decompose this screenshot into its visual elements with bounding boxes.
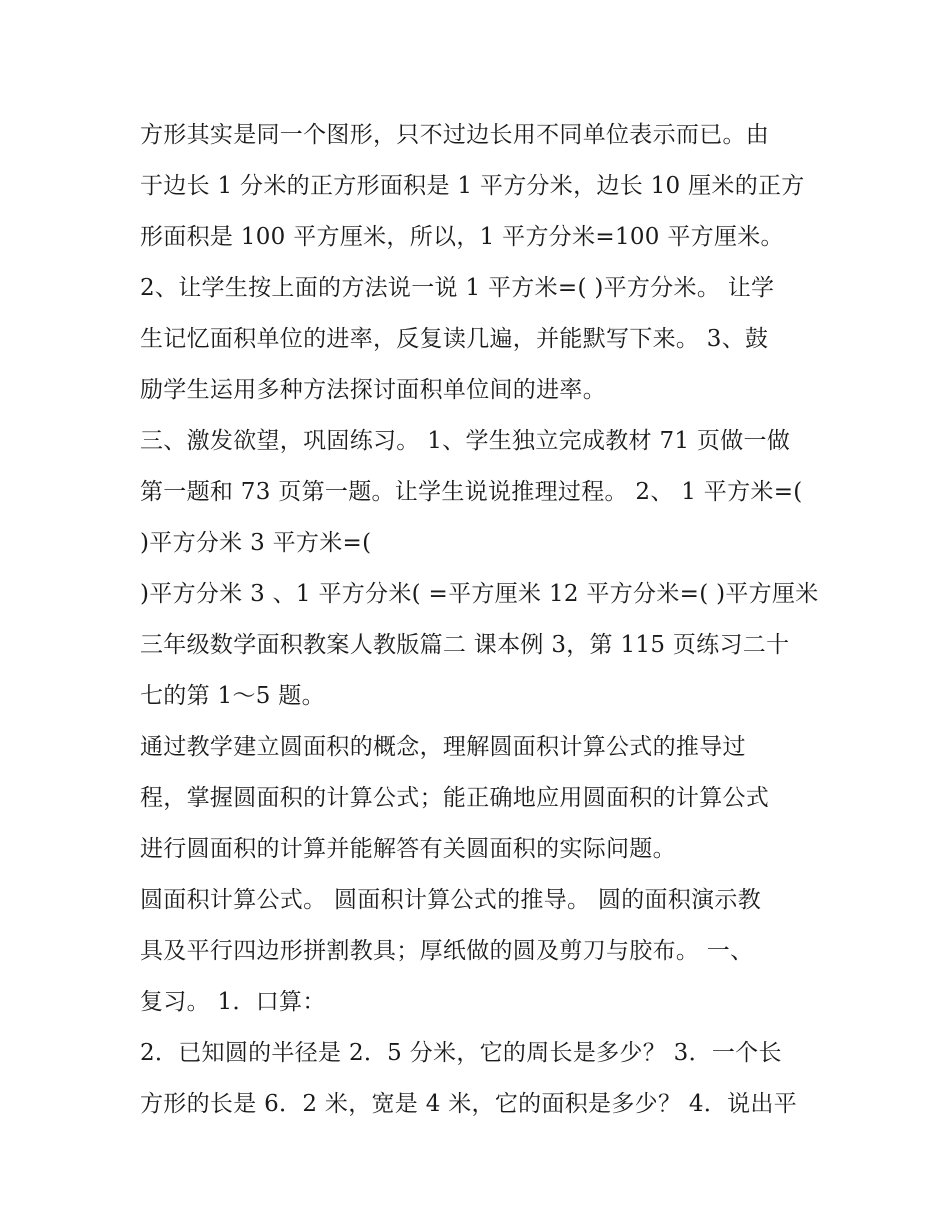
text-line: 进行圆面积的计算并能解答有关圆面积的实际问题。	[140, 836, 676, 862]
text-line: 具及平行四边形拼割教具；厚纸做的圆及剪刀与胶布。 一、	[140, 938, 754, 964]
text-line: 生记忆面积单位的进率，反复读几遍，并能默写下来。 3、鼓	[140, 326, 769, 352]
text-line: 励学生运用多种方法探讨面积单位间的进率。	[140, 377, 606, 403]
text-line: 方形的长是 6．2 米，宽是 4 米，它的面积是多少？ 4．说出平	[140, 1091, 797, 1117]
text-line: 复习。 1．口算：	[140, 989, 326, 1015]
text-line: )平方分米 3 、1 平方分米( =平方厘米 12 平方分米=( )平方厘米	[140, 581, 819, 607]
text-line: 三、激发欲望，巩固练习。 1、学生独立完成教材 71 页做一做	[140, 428, 791, 454]
text-line: 2．已知圆的半径是 2．5 分米，它的周长是多少？ 3．一个长	[140, 1040, 782, 1066]
text-line: 程，掌握圆面积的计算公式；能正确地应用圆面积的计算公式	[140, 785, 770, 811]
document-body	[140, 110, 840, 1130]
text-line: 于边长 1 分米的正方形面积是 1 平方分米，边长 10 厘米的正方	[140, 173, 805, 199]
text-line: 2、让学生按上面的方法说一说 1 平方米=( )平方分米。 让学	[140, 275, 775, 301]
text-line: 七的第 1～5 题。	[140, 683, 325, 709]
text-line: 第一题和 73 页第一题。让学生说说推理过程。 2、 1 平方米=(	[140, 479, 803, 505]
text-line: 形面积是 100 平方厘米，所以，1 平方分米=100 平方厘米。	[140, 224, 784, 250]
text-line: 通过教学建立圆面积的概念，理解圆面积计算公式的推导过	[140, 734, 746, 760]
text-line: 方形其实是同一个图形，只不过边长用不同单位表示而已。由	[140, 122, 770, 148]
text-line: 三年级数学面积教案人教版篇二 课本例 3，第 115 页练习二十	[140, 632, 790, 658]
text-line: 圆面积计算公式。 圆面积计算公式的推导。 圆的面积演示教	[140, 887, 762, 913]
text-line: )平方分米 3 平方米=(	[140, 530, 372, 556]
